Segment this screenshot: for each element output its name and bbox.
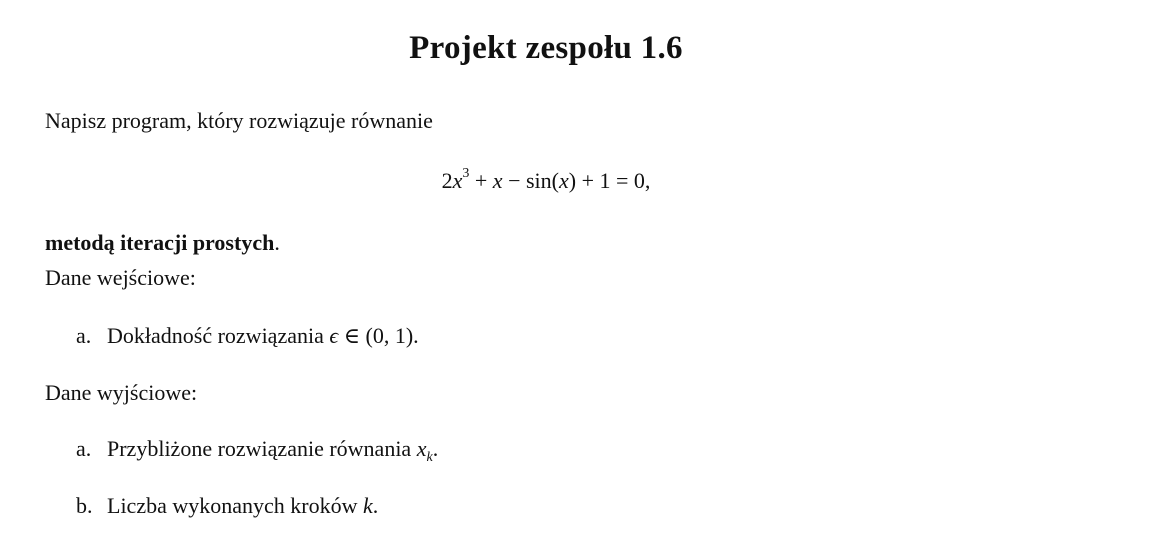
- output-item-sub: k: [426, 450, 433, 465]
- list-label: a.: [76, 436, 92, 461]
- equation-var: x: [452, 168, 463, 193]
- outputs-heading: Dane wyjściowe:: [45, 380, 198, 405]
- input-item-math: ϵ: [329, 323, 339, 348]
- equation-coef: 2: [441, 168, 453, 193]
- input-item-text: Dokładność rozwiązania: [107, 323, 330, 348]
- input-item-math-tail: ∈ (0, 1).: [338, 323, 419, 348]
- method-line: [45, 230, 280, 256]
- page-title: Projekt zespołu 1.6: [409, 30, 683, 66]
- output-item-math: k: [362, 493, 373, 518]
- output-item-text: Przybliżone rozwiązanie równania: [107, 436, 417, 461]
- output-item-tail: .: [432, 436, 439, 461]
- output-item: [76, 493, 378, 519]
- equation-exponent: 3: [462, 166, 470, 181]
- method-tail: .: [274, 230, 280, 255]
- output-item: [76, 436, 438, 466]
- equation-part-b: − sin(: [502, 168, 559, 193]
- output-item-tail: .: [372, 493, 379, 518]
- inputs-heading: Dane wejściowe:: [45, 265, 196, 290]
- equation: [0, 166, 1092, 194]
- output-item-text: Liczba wykonanych kroków: [107, 493, 363, 518]
- equation-part-a: +: [469, 168, 493, 193]
- equation-var-2: x: [492, 168, 503, 193]
- equation-var-3: x: [558, 168, 569, 193]
- equation-part-c: ) + 1 = 0,: [568, 168, 651, 193]
- list-label: a.: [76, 323, 92, 348]
- output-item-math: x: [416, 436, 427, 461]
- method-name: metodą iteracji prostych: [45, 230, 275, 255]
- input-item: [76, 323, 419, 349]
- intro-text: Napisz program, który rozwiązuje równanie: [45, 108, 433, 133]
- list-label: b.: [76, 493, 93, 518]
